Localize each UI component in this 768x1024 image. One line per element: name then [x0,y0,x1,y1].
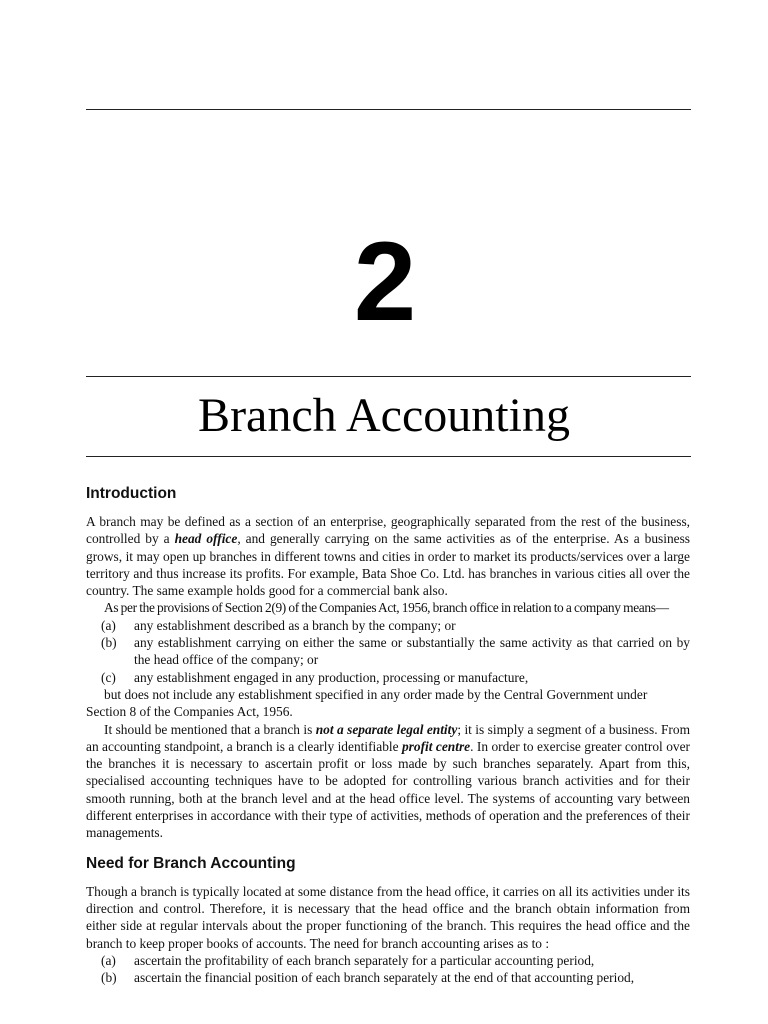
list-item: (c) any establishment engaged in any production, processing or manufacture, [101,669,529,685]
intro-paragraph-2: As per the provisions of Section 2(9) of the Companies Act, 1956, branch office in relation to a company means— [104,600,669,616]
top-rule [86,109,691,110]
need-paragraph-1: Though a branch is typically located at some distance from the head office, it carries on all its activities under its direction and control. Therefore, it is necessary that the head office and the branch obtain information from either side at regular intervals about the proper functioning of the branch. This requires the head office and the branch to keep proper books of accounts. The need for branch accounting arises as to : [86,883,690,951]
list-item: (b) any establishment carrying on either the same or substantially the same activity as that carried on by the head office of the company; or [101,635,690,668]
section-heading-introduction: Introduction [86,485,177,502]
chapter-title: Branch Accounting [198,389,570,442]
list-item: (a) ascertain the profitability of each branch separately for a particular accounting period, [101,952,595,968]
title-bottom-rule [86,456,691,457]
branch-definition-list [86,617,690,686]
list-item: (b) ascertain the financial position of each branch separately at the end of that accounting period, [101,970,635,986]
intro-paragraph-1: A branch may be defined as a section of an enterprise, geographically separated from the rest of the business, controlled by a head office, and generally carrying on the same activities as of the enterprise. As a business grows, it may open up branches in different towns and cities in order to market its products/services over a large territory and thus increase its profits. For example, Bata Shoe Co. Ltd. has branches in various cities all over the country. The same example holds good for a commercial bank also. [86,514,691,599]
chapter-number: 2 [353,219,415,344]
emphasis-head-office: head office [174,531,238,547]
emphasis-not-separate-legal-entity: not a separate legal entity [315,721,458,737]
section-heading-need: Need for Branch Accounting [86,854,296,872]
intro-paragraph-4: It should be mentioned that a branch is not a separate legal entity; it is simply a segment of a business. From an accounting standpoint, a branch is a clearly identifiable profit centre. In order to exercise greater control over the branches it is necessary to ascertain profit or loss made by such branches separately. Apart from this, specialised accounting techniques have to be adopted for controlling various branch activities and for their smooth running, both at the branch level and at the head office level. The systems of accounting vary between different enterprises in accordance with their type of activities, methods of operation and the preferences of their managements. [86,721,690,841]
body-text [86,484,690,986]
list-item: (a) any establishment described as a branch by the company; or [101,617,456,633]
need-list [86,952,690,987]
intro-paragraph-3: but does not include any establishment specified in any order made by the Central Government under Section 8 of the Companies Act, 1956. [86,686,648,720]
title-top-rule [86,376,691,377]
emphasis-profit-centre: profit centre [401,738,471,754]
